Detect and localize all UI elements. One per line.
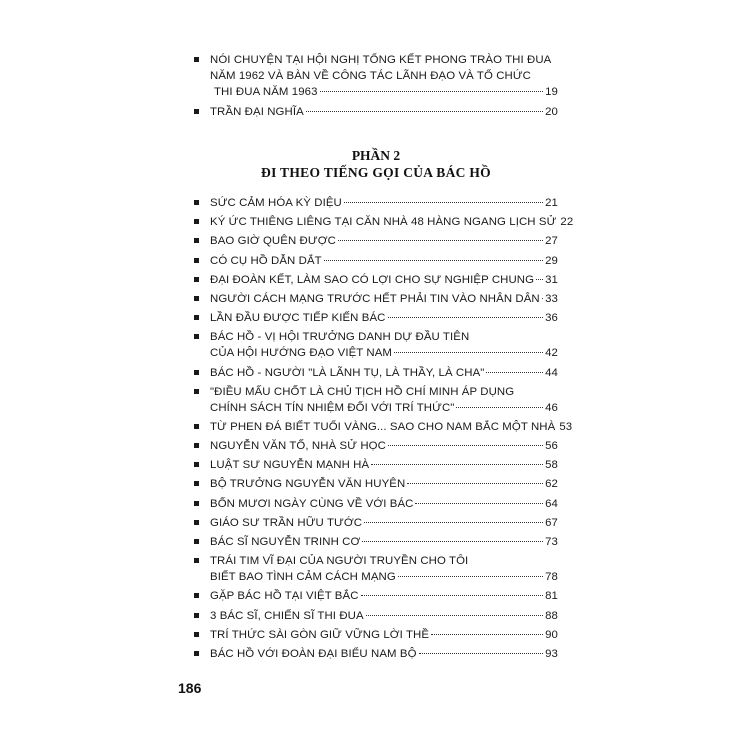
toc-entry-lastline <box>210 646 558 662</box>
toc-entry-page: 90 <box>545 628 558 641</box>
dot-leader <box>320 90 544 92</box>
toc-entry-text <box>210 272 558 288</box>
bullet-icon <box>194 109 199 114</box>
toc-entry-text <box>210 553 558 585</box>
toc-entry-title: KÝ ỨC THIÊNG LIÊNG TẠI CĂN NHÀ 48 HÀNG NGANG LỊCH SỬ <box>210 216 557 229</box>
toc-entry <box>194 291 558 307</box>
bullet-icon <box>194 424 199 429</box>
bullet-icon <box>194 462 199 467</box>
toc-entry <box>194 438 558 454</box>
bullet-icon <box>194 315 199 320</box>
toc-entry <box>194 384 558 416</box>
toc-entry <box>194 52 558 100</box>
toc-entry-page: 46 <box>545 401 558 414</box>
toc-entry-page: 44 <box>545 366 558 379</box>
bullet-icon <box>194 258 199 263</box>
toc-entry-page: 33 <box>545 292 558 305</box>
bullet-icon <box>194 481 199 486</box>
toc-entry-title: TỪ PHEN ĐÁ BIẾT TUỔI VÀNG... SAO CHO NAM BẮC MỘT NHÀ <box>210 420 556 433</box>
toc-entry-text <box>210 233 558 249</box>
toc-entry-page: 81 <box>545 590 558 603</box>
toc-part2 <box>194 195 574 665</box>
toc-entry-title: GẶP BÁC HỒ TẠI VIỆT BẮC <box>210 590 359 603</box>
toc-entry-page: 62 <box>545 478 558 491</box>
toc-entry <box>194 233 558 249</box>
dot-leader <box>419 652 544 654</box>
toc-entry-title: BAO GIỜ QUÊN ĐƯỢC <box>210 235 336 248</box>
toc-entry-text <box>210 310 558 326</box>
dot-leader <box>338 239 543 241</box>
toc-entry-lastline <box>210 534 558 550</box>
toc-entry-title: ĐẠI ĐOÀN KẾT, LÀM SAO CÓ LỢI CHO SỰ NGHIỆP CHUNG <box>210 273 535 286</box>
dot-leader <box>536 278 543 280</box>
toc-entry-page: 93 <box>545 647 558 660</box>
bullet-icon <box>194 651 199 656</box>
toc-entry-text <box>210 515 558 531</box>
toc-entry-lastline <box>210 233 558 249</box>
toc-entry-lastline <box>210 569 558 585</box>
bullet-icon <box>194 334 199 339</box>
bullet-icon <box>194 501 199 506</box>
toc-entry-text <box>210 214 574 230</box>
bullet-icon <box>194 539 199 544</box>
toc-entry-page: 73 <box>545 536 558 548</box>
toc-entry-page: 20 <box>545 106 558 118</box>
toc-entry-lastline <box>210 476 558 492</box>
toc-entry-text <box>210 104 558 120</box>
toc-entry-lastline <box>210 419 573 435</box>
toc-entry <box>194 365 558 381</box>
toc-entry <box>194 627 558 643</box>
toc-entry-page: 31 <box>545 273 558 286</box>
toc-entry-title: GIÁO SƯ TRẦN HỮU TƯỚC <box>210 516 363 529</box>
toc-entry-lastline <box>210 457 558 473</box>
toc-entry-page: 64 <box>545 497 558 510</box>
toc-entry-lastline <box>210 104 558 120</box>
toc-entry-lastline <box>210 253 558 269</box>
toc-entry-page: 53 <box>559 420 573 433</box>
toc-entry <box>194 457 558 473</box>
toc-entry-lastline <box>210 496 558 512</box>
dot-leader <box>542 297 543 299</box>
toc-entry-page: 42 <box>545 347 558 360</box>
toc-entry-lastline <box>210 608 558 624</box>
dot-leader <box>456 406 543 408</box>
toc-entry-lastline <box>210 291 558 307</box>
dot-leader <box>388 444 543 446</box>
bullet-icon <box>194 370 199 375</box>
toc-entry-title: BỘ TRƯỞNG NGUYỄN VĂN HUYÊN <box>210 478 406 491</box>
dot-leader <box>486 371 543 373</box>
toc-entry <box>194 553 558 585</box>
toc-entry-page: 27 <box>545 235 558 248</box>
toc-entry-lastline <box>210 345 558 361</box>
toc-part1-tail <box>194 52 558 124</box>
toc-entry-text <box>210 608 558 624</box>
toc-entry-title: LUẬT SƯ NGUYỄN MẠNH HÀ <box>210 459 370 472</box>
toc-entry-title: TRẦN ĐẠI NGHĨA <box>210 106 304 118</box>
toc-entry-text <box>210 419 573 435</box>
toc-entry-page: 88 <box>545 609 558 622</box>
toc-entry-lastline <box>210 588 558 604</box>
bullet-icon <box>194 238 199 243</box>
toc-entry-text <box>210 291 558 307</box>
toc-entry-page: 21 <box>545 197 558 209</box>
toc-entry-title: CỦA HỘI HƯỚNG ĐẠO VIỆT NAM <box>210 347 393 360</box>
toc-entry-line: BÁC HỒ - VỊ HỘI TRƯỞNG DANH DỰ ĐẦU TIÊN <box>210 331 470 344</box>
toc-entry-page: 36 <box>545 312 558 325</box>
toc-entry <box>194 195 558 211</box>
toc-entry-text <box>210 438 558 454</box>
toc-entry-title: 3 BÁC SĨ, CHIẾN SĨ THI ĐUA <box>210 609 364 622</box>
toc-entry-page: 29 <box>545 254 558 267</box>
toc-entry <box>194 608 558 624</box>
toc-entry-title: BỐN MƯƠI NGÀY CÙNG VỀ VỚI BÁC <box>210 497 414 510</box>
toc-entry-lastline <box>210 438 558 454</box>
page-number: 186 <box>178 680 202 696</box>
dot-leader <box>407 482 543 484</box>
dot-leader <box>415 502 543 504</box>
toc-entry <box>194 534 558 550</box>
bullet-icon <box>194 558 199 563</box>
toc-entry <box>194 253 558 269</box>
toc-entry-text <box>210 195 558 211</box>
toc-entry-text <box>210 457 558 473</box>
toc-entry-page: 78 <box>545 571 558 584</box>
toc-entry-lastline <box>210 195 558 211</box>
dot-leader <box>362 540 543 542</box>
bullet-icon <box>194 296 199 301</box>
dot-leader <box>324 259 543 261</box>
toc-entry-line: "ĐIỀU MẤU CHỐT LÀ CHỦ TỊCH HỒ CHÍ MINH ÁP DỤNG <box>210 385 515 398</box>
toc-entry <box>194 515 558 531</box>
toc-entry-line: NÓI CHUYỆN TẠI HỘI NGHỊ TỔNG KẾT PHONG TRÀO THI ĐUA <box>210 54 552 66</box>
toc-entry-lastline <box>210 214 574 230</box>
toc-entry-text <box>210 365 558 381</box>
toc-entry-line: NĂM 1962 VÀ BÀN VỀ CÔNG TÁC LÃNH ĐẠO VÀ TỔ CHỨC <box>210 70 532 82</box>
bullet-icon <box>194 389 199 394</box>
bullet-icon <box>194 613 199 618</box>
toc-entry <box>194 104 558 120</box>
dot-leader <box>364 521 543 523</box>
toc-entry-title: NGƯỜI CÁCH MẠNG TRƯỚC HẾT PHẢI TIN VÀO NHÂN DÂN <box>210 292 540 305</box>
dot-leader <box>361 594 544 596</box>
toc-entry-page: 19 <box>545 86 558 98</box>
toc-entry-text <box>210 52 558 100</box>
bullet-icon <box>194 520 199 525</box>
dot-leader <box>306 110 543 112</box>
toc-entry-text <box>210 588 558 604</box>
toc-entry-text <box>210 627 558 643</box>
toc-entry-page: 56 <box>545 440 558 453</box>
toc-entry-page: 22 <box>560 216 574 229</box>
dot-leader <box>431 633 543 635</box>
bullet-icon <box>194 632 199 637</box>
toc-entry <box>194 214 574 230</box>
toc-entry-text <box>210 329 558 361</box>
toc-entry-title: TRÍ THỨC SÀI GÒN GIỮ VỮNG LỜI THỀ <box>210 628 430 641</box>
toc-entry-title: THI ĐUA NĂM 1963 <box>214 86 318 98</box>
bullet-icon <box>194 219 199 224</box>
toc-entry-title: CHÍNH SÁCH TÍN NHIỆM ĐỐI VỚI TRÍ THỨC" <box>210 401 455 414</box>
toc-entry-text <box>210 534 558 550</box>
toc-entry-title: BÁC HỒ VỚI ĐOÀN ĐẠI BIỂU NAM BỘ <box>210 647 417 660</box>
toc-entry-text <box>210 496 558 512</box>
bullet-icon <box>194 277 199 282</box>
toc-entry-title: NGUYỄN VĂN TỐ, NHÀ SỬ HỌC <box>210 440 386 453</box>
bullet-icon <box>194 57 199 62</box>
dot-leader <box>398 575 543 577</box>
dot-leader <box>366 614 543 616</box>
toc-entry-title: BIẾT BAO TÌNH CẢM CÁCH MẠNG <box>210 571 396 584</box>
dot-leader <box>371 463 543 465</box>
toc-entry <box>194 496 558 512</box>
toc-entry-lastline <box>210 627 558 643</box>
toc-entry-lastline <box>210 310 558 326</box>
toc-entry-lastline <box>210 272 558 288</box>
toc-entry <box>194 272 558 288</box>
part-title: ĐI THEO TIẾNG GỌI CỦA BÁC HỒ <box>261 165 491 180</box>
toc-entry <box>194 588 558 604</box>
toc-entry <box>194 646 558 662</box>
toc-entry-lastline <box>210 515 558 531</box>
toc-entry <box>194 310 558 326</box>
toc-entry-title: SỨC CẢM HÓA KỲ DIỆU <box>210 197 342 209</box>
part-label: PHẦN 2 <box>351 148 401 163</box>
dot-leader <box>344 201 543 203</box>
toc-entry-text <box>210 476 558 492</box>
toc-entry-title: CÓ CỤ HỒ DẪN DẮT <box>210 254 322 267</box>
toc-entry-line: TRÁI TIM VĨ ĐẠI CỦA NGƯỜI TRUYỀN CHO TÔI <box>210 555 469 568</box>
toc-entry-title: LẦN ĐẦU ĐƯỢC TIẾP KIẾN BÁC <box>210 312 386 325</box>
toc-entry-page: 58 <box>545 459 558 472</box>
toc-entry-text <box>210 646 558 662</box>
toc-entry-text <box>210 253 558 269</box>
toc-entry-text <box>210 384 558 416</box>
bullet-icon <box>194 593 199 598</box>
bullet-icon <box>194 443 199 448</box>
toc-entry-lastline <box>210 400 558 416</box>
toc-entry-lastline <box>210 84 558 100</box>
dot-leader <box>394 351 543 353</box>
toc-entry-title: BÁC HỒ - NGƯỜI "LÀ LÃNH TỤ, LÀ THẦY, LÀ CHA" <box>210 366 485 379</box>
dot-leader <box>388 316 544 318</box>
toc-entry <box>194 419 573 435</box>
bullet-icon <box>194 200 199 205</box>
toc-entry-lastline <box>210 365 558 381</box>
toc-entry <box>194 476 558 492</box>
toc-entry-title: BÁC SĨ NGUYỄN TRINH CƠ <box>210 536 361 548</box>
toc-entry <box>194 329 558 361</box>
toc-entry-page: 67 <box>545 516 558 529</box>
